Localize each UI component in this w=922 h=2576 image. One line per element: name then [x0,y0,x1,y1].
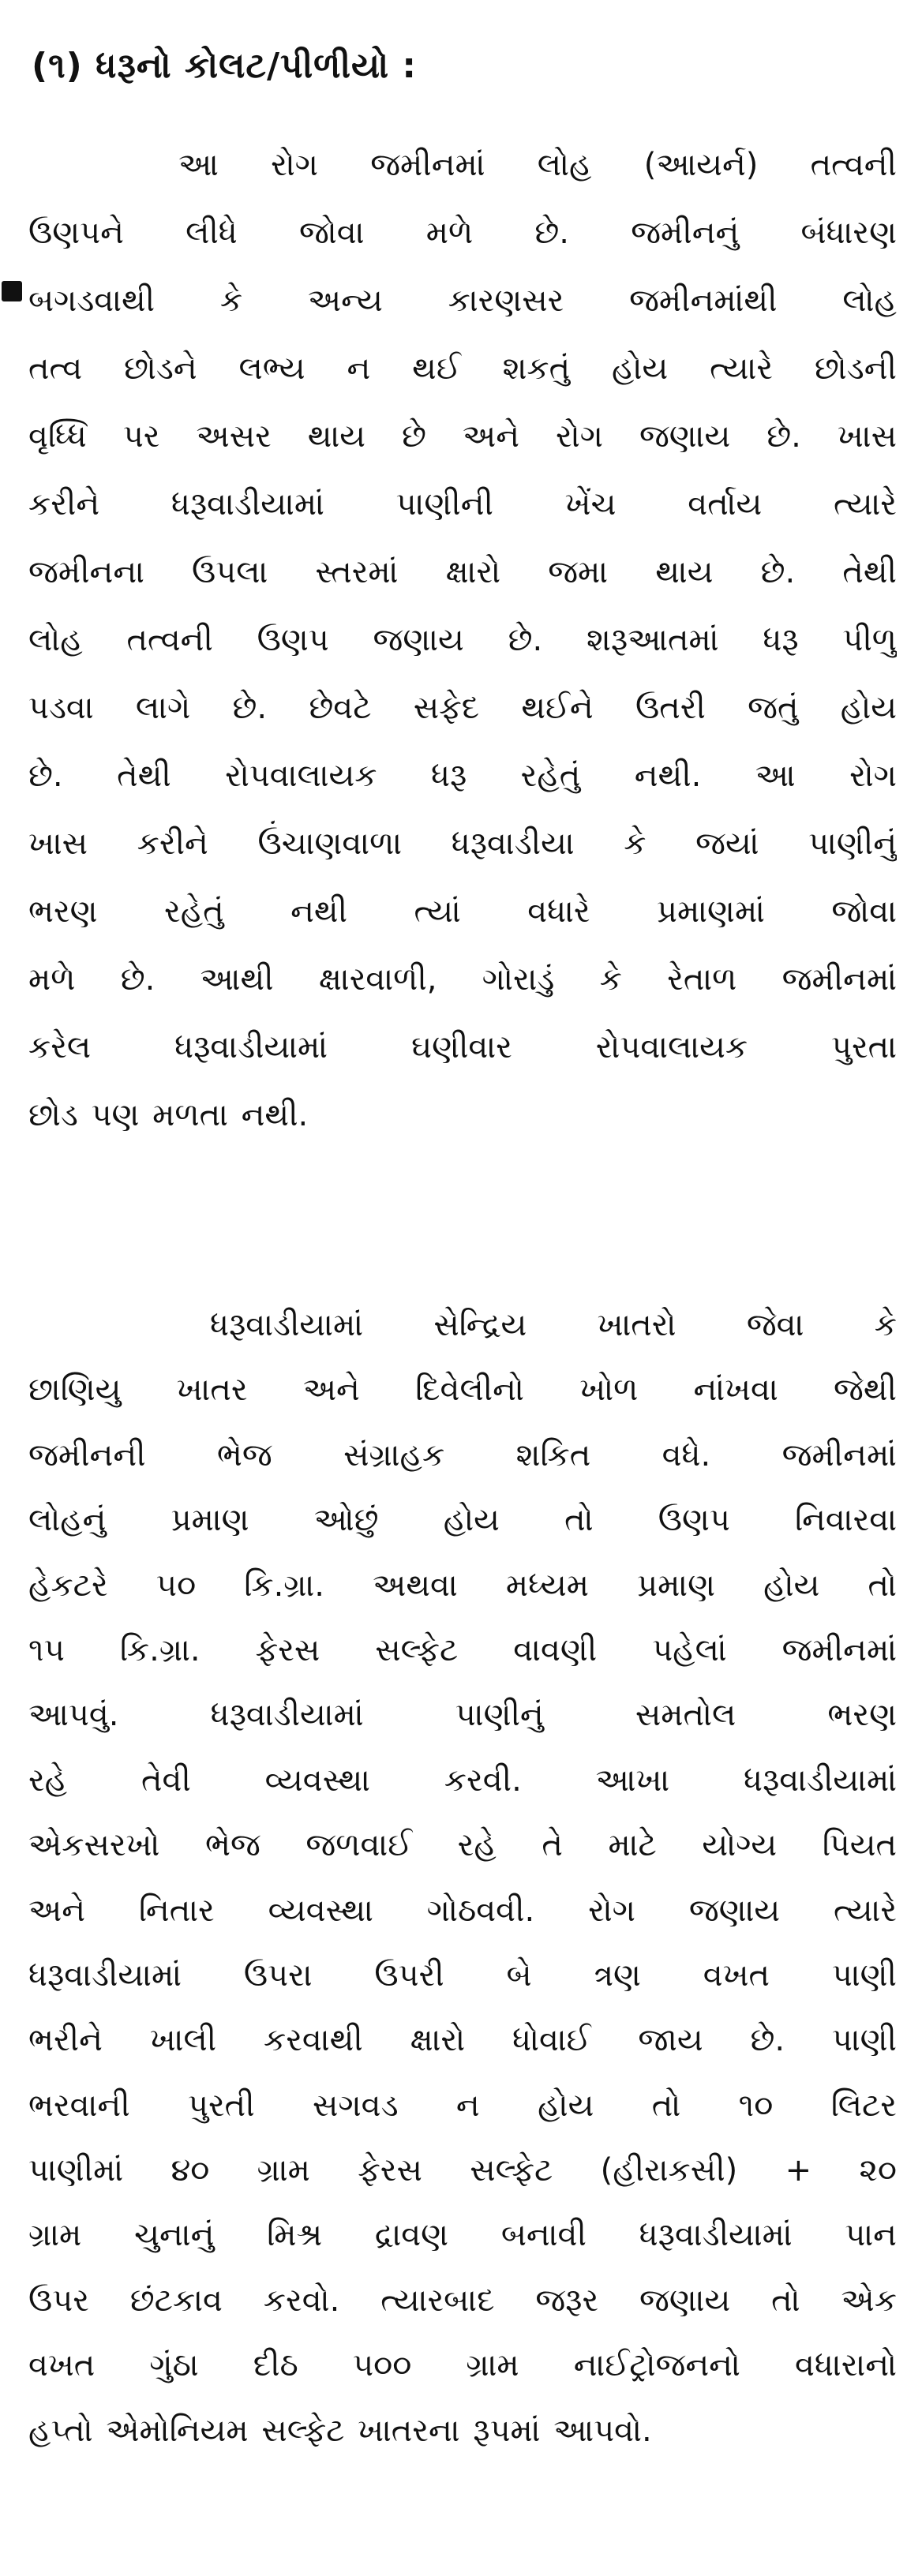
text-line: ઉણપને લીધે જોવા મળે છે. જમીનનું બંધારણ [28,215,897,251]
text-line: વૃધ્ધિ પર અસર થાય છે અને રોગ જણાય છે. ખાસ [28,418,897,455]
text-line: જમીનના ઉપલા સ્તરમાં ક્ષારો જમા થાય છે. તેથી [28,554,897,590]
text-line: કરેલ ધરૂવાડીયામાં ઘણીવાર રોપવાલાયક પુરતા [28,1029,897,1065]
text-line: જમીનની ભેજ સંગ્રાહક શકિત વધે. જમીનમાં [28,1436,897,1473]
text-line: છાણિયુ ખાતર અને દિવેલીનો ખોળ નાંખવા જેથી [28,1372,897,1409]
margin-bullet-mark [2,281,22,301]
text-line: છોડ પણ મળતા નથી. [28,1097,309,1133]
text-line: આપવું. ધરૂવાડીયામાં પાણીનું સમતોલ ભરણ [28,1697,897,1734]
text-line: ભરણ રહેતું નથી ત્યાં વધારે પ્રમાણમાં જોવા [28,893,897,930]
text-line: ખાસ કરીને ઉંચાણવાળા ધરૂવાડીયા કે જયાં પાણીનું [28,826,897,862]
text-line: ભરીને ખાલી કરવાથી ક્ષારો ધોવાઈ જાય છે. પાણી [28,2022,897,2059]
text-line: એકસરખો ભેજ જળવાઈ રહે તે માટે યોગ્ય પિયત [28,1827,897,1864]
text-line: લોહનું પ્રમાણ ઓછું હોય તો ઉણપ નિવારવા [28,1502,897,1539]
text-line: હપ્તો એમોનિયમ સલ્ફેટ ખાતરના રૂપમાં આપવો. [28,2412,652,2449]
text-line: આ રોગ જમીનમાં લોહ (આયર્ન) તત્વની [178,147,897,183]
text-line: પાણીમાં ૪૦ ગ્રામ ફેરસ સલ્ફેટ (હીરાકસી) + ૨૦ [28,2152,897,2189]
text-line: લોહ તત્વની ઉણપ જણાય છે. શરૂઆતમાં ધરૂ પીળુ [28,622,897,658]
text-line: ધરૂવાડીયામાં સેન્દ્રિય ખાતરો જેવા કે [210,1307,897,1343]
text-line: ગ્રામ ચુનાનું મિશ્ર દ્રાવણ બનાવી ધરૂવાડીયામાં પાન [28,2217,897,2254]
text-line: બગડવાથી કે અન્ય કારણસર જમીનમાંથી લોહ [28,283,897,319]
text-line: રહે તેવી વ્યવસ્થા કરવી. આખા ધરૂવાડીયામાં [28,1762,897,1799]
text-line: વખત ગુંઠા દીઠ ૫૦૦ ગ્રામ નાઈટ્રોજનનો વધારાનો [28,2347,897,2384]
text-line: મળે છે. આથી ક્ષારવાળી, ગોરાડું કે રેતાળ જમીનમાં [28,961,897,998]
paragraph-symptoms [28,131,897,1149]
text-line: કરીને ધરૂવાડીયામાં પાણીની ખેંચ વર્તાય ત્યારે [28,486,897,522]
paragraph-control [28,1293,897,2463]
text-line: તત્વ છોડને લભ્ય ન થઈ શકતું હોય ત્યારે છોડની [28,350,897,387]
text-line: ભરવાની પુરતી સગવડ ન હોય તો ૧૦ લિટર [28,2087,897,2124]
text-line: હેકટરે ૫૦ કિ.ગ્રા. અથવા મધ્યમ પ્રમાણ હોય તો [28,1567,897,1604]
text-line: ધરૂવાડીયામાં ઉપરા ઉપરી બે ત્રણ વખત પાણી [28,1956,897,1994]
text-line: અને નિતાર વ્યવસ્થા ગોઠવવી. રોગ જણાય ત્યારે [28,1892,897,1929]
text-line: ઉપર છંટકાવ કરવો. ત્યારબાદ જરૂર જણાય તો એક [28,2282,897,2319]
section-heading: (૧) ધરૂનો કોલટ/પીળીયો : [32,46,418,86]
text-line: ૧૫ કિ.ગ્રા. ફેરસ સલ્ફેટ વાવણી પહેલાં જમીનમાં [28,1631,897,1668]
text-line: પડવા લાગે છે. છેવટે સફેદ થઈને ઉતરી જતું હોય [28,690,897,726]
text-line: છે. તેથી રોપવાલાયક ધરૂ રહેતું નથી. આ રોગ [28,758,897,794]
